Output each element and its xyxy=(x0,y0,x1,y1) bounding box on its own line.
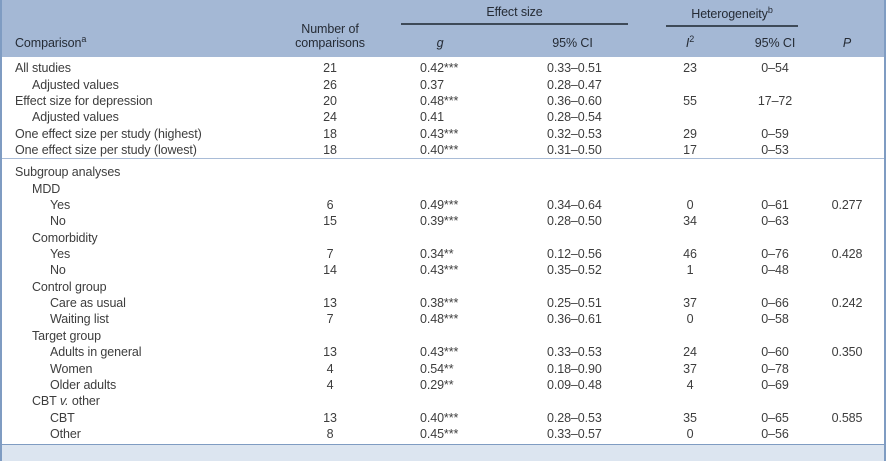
table-row xyxy=(2,262,884,278)
p-cell xyxy=(810,109,884,125)
g-cell xyxy=(375,230,505,246)
ci-cell xyxy=(505,328,640,344)
g-cell: 0.54** xyxy=(420,361,454,376)
comparison-cell: Subgroup analyses xyxy=(2,159,285,181)
footer-strip xyxy=(2,444,884,461)
comparison-column-header xyxy=(2,0,285,57)
i2-cell: 0 xyxy=(686,426,694,441)
comparison-cell: One effect size per study (highest) xyxy=(15,126,202,141)
p-column-header: P xyxy=(810,0,884,57)
p-cell xyxy=(810,159,884,181)
ci-cell: 0.36–0.61 xyxy=(547,312,602,327)
comparison-cell: No xyxy=(50,263,66,278)
table-row xyxy=(2,311,884,327)
g-cell: 0.40*** xyxy=(420,143,459,158)
p-cell: 0.350 xyxy=(831,345,863,360)
number-of-comparisons-column-header: Number of comparisons xyxy=(285,0,375,57)
g-cell xyxy=(375,159,505,181)
effect-size-group-header: Effect size xyxy=(375,0,640,27)
table-row xyxy=(2,246,884,262)
p-cell xyxy=(810,377,884,393)
ci2-cell: 0–56 xyxy=(761,426,789,441)
comparison-cell: Yes xyxy=(50,247,71,262)
i2-cell: 55 xyxy=(683,94,697,109)
table-row xyxy=(2,197,884,213)
comparison-cell: One effect size per study (lowest) xyxy=(15,143,197,158)
table-row xyxy=(2,213,884,229)
ci2-cell: 0–54 xyxy=(761,61,789,76)
n-cell: 4 xyxy=(326,377,334,392)
n-cell xyxy=(285,393,375,409)
p-cell xyxy=(810,426,884,442)
table-row xyxy=(2,344,884,360)
i2-cell: 37 xyxy=(683,361,697,376)
i2-cell: 4 xyxy=(686,377,694,392)
g-cell: 0.29** xyxy=(420,377,454,392)
table-row xyxy=(2,126,884,142)
ci-cell: 0.28–0.50 xyxy=(547,214,602,229)
ci-cell: 0.33–0.53 xyxy=(547,345,602,360)
table-row xyxy=(2,377,884,393)
comparison-cell: All studies xyxy=(15,61,71,76)
i2-cell: 34 xyxy=(683,214,697,229)
ci2-cell xyxy=(740,393,810,409)
p-cell xyxy=(810,328,884,344)
comparison-cell: Control group xyxy=(32,279,107,294)
comparison-cell: CBT v. other xyxy=(32,394,100,409)
n-cell: 14 xyxy=(323,263,337,278)
i2-cell: 35 xyxy=(683,410,697,425)
g-cell: 0.45*** xyxy=(420,426,459,441)
ci2-cell: 0–69 xyxy=(761,377,789,392)
i2-cell xyxy=(640,181,740,197)
heterogeneity-group-header: Heterogeneity$^b$ xyxy=(640,0,810,27)
ci2-cell: 0–65 xyxy=(761,410,789,425)
comparison-cell: Effect size for depression xyxy=(15,94,153,109)
p-cell: 0.277 xyxy=(831,198,863,213)
ci2-cell: 0–59 xyxy=(761,126,789,141)
ci-cell: 0.28–0.47 xyxy=(547,77,602,92)
p-cell xyxy=(810,142,884,159)
i2-cell: 23 xyxy=(683,61,697,76)
n-cell: 15 xyxy=(323,214,337,229)
comparison-cell: Adjusted values xyxy=(32,110,119,125)
comparison-cell: No xyxy=(50,214,66,229)
comparison-cell: Target group xyxy=(32,328,101,343)
comparison-footnote-marker: a xyxy=(81,34,87,44)
ci2-cell: 0–76 xyxy=(761,247,789,262)
p-cell xyxy=(810,279,884,295)
ci-cell xyxy=(505,393,640,409)
ci2-cell: 0–48 xyxy=(761,263,789,278)
table-row xyxy=(2,295,884,311)
p-cell xyxy=(810,360,884,376)
comparison-header-label: Comparison xyxy=(15,36,82,51)
ci-cell xyxy=(505,181,640,197)
ci2-cell xyxy=(740,328,810,344)
p-cell xyxy=(810,93,884,109)
table-row xyxy=(2,360,884,376)
effect-size-ci-column-header: 95% CI xyxy=(505,27,640,57)
n-cell: 24 xyxy=(323,110,337,125)
ci2-cell: 0–60 xyxy=(761,345,789,360)
ci2-cell xyxy=(740,279,810,295)
n-cell: 4 xyxy=(326,361,334,376)
g-column-header: g xyxy=(375,27,505,57)
comparison-cell: Adjusted values xyxy=(32,77,119,92)
ci-cell: 0.28–0.53 xyxy=(547,410,602,425)
table-row xyxy=(2,426,884,442)
n-cell xyxy=(285,230,375,246)
p-cell xyxy=(810,393,884,409)
g-cell: 0.43*** xyxy=(420,126,459,141)
g-cell: 0.43*** xyxy=(420,263,459,278)
ci-cell: 0.36–0.60 xyxy=(547,94,602,109)
p-cell: 0.428 xyxy=(831,247,863,262)
g-cell: 0.48*** xyxy=(420,94,459,109)
table-row xyxy=(2,409,884,425)
ci-cell: 0.33–0.57 xyxy=(547,426,602,441)
ci-cell: 0.28–0.54 xyxy=(547,110,602,125)
n-cell: 21 xyxy=(323,61,337,76)
n-cell: 18 xyxy=(323,143,337,158)
table-row xyxy=(2,181,884,197)
ci2-cell xyxy=(740,230,810,246)
ci2-cell xyxy=(740,159,810,181)
ci-cell xyxy=(505,159,640,181)
i2-cell: 0 xyxy=(686,198,694,213)
n-cell: 20 xyxy=(323,94,337,109)
comparison-cell: Comorbidity xyxy=(32,230,98,245)
i2-cell: 24 xyxy=(683,345,697,360)
heterogeneity-ci-column-header: 95% CI xyxy=(740,27,810,57)
n-cell xyxy=(285,328,375,344)
i2-cell xyxy=(640,328,740,344)
p-cell: 0.242 xyxy=(831,296,863,311)
n-cell: 18 xyxy=(323,126,337,141)
ci2-cell: 0–61 xyxy=(761,198,789,213)
ci2-cell xyxy=(740,77,810,93)
comparison-cell: Women xyxy=(50,361,93,376)
i2-cell xyxy=(640,230,740,246)
ci2-cell: 0–66 xyxy=(761,296,789,311)
n-cell: 7 xyxy=(326,247,334,262)
p-cell xyxy=(810,181,884,197)
p-cell: 0.585 xyxy=(831,410,863,425)
ci-cell: 0.25–0.51 xyxy=(547,296,602,311)
g-cell xyxy=(375,181,505,197)
g-cell xyxy=(375,279,505,295)
comparison-cell: Adults in general xyxy=(50,345,142,360)
g-cell: 0.49*** xyxy=(420,198,459,213)
table-header xyxy=(2,0,884,57)
ci-cell xyxy=(505,279,640,295)
ci-cell: 0.33–0.51 xyxy=(547,61,602,76)
ci2-cell: 0–63 xyxy=(761,214,789,229)
comparison-cell: Waiting list xyxy=(50,312,109,327)
table-row xyxy=(2,93,884,109)
n-cell: 13 xyxy=(323,410,337,425)
g-cell: 0.34** xyxy=(420,247,454,262)
ci2-cell xyxy=(740,109,810,125)
ci-cell xyxy=(505,230,640,246)
comparison-cell: Other xyxy=(50,426,81,441)
ci2-cell: 0–58 xyxy=(761,312,789,327)
g-cell: 0.42*** xyxy=(420,61,459,76)
table-row xyxy=(2,142,884,159)
p-cell xyxy=(810,126,884,142)
ci2-cell: 0–78 xyxy=(761,361,789,376)
ci2-cell: 0–53 xyxy=(761,143,789,158)
p-cell xyxy=(810,213,884,229)
p-cell xyxy=(810,262,884,278)
g-cell: 0.43*** xyxy=(420,345,459,360)
table-body xyxy=(2,57,884,442)
meta-analysis-results-table xyxy=(2,0,884,442)
table-row xyxy=(2,393,884,409)
table-row xyxy=(2,279,884,295)
comparison-cell: Older adults xyxy=(50,377,117,392)
g-cell: 0.38*** xyxy=(420,296,459,311)
table-row xyxy=(2,109,884,125)
ci-cell: 0.34–0.64 xyxy=(547,198,602,213)
ci-cell: 0.12–0.56 xyxy=(547,247,602,262)
n-cell: 8 xyxy=(326,426,334,441)
ci-cell: 0.18–0.90 xyxy=(547,361,602,376)
p-cell xyxy=(810,57,884,76)
ci-cell: 0.31–0.50 xyxy=(547,143,602,158)
g-cell: 0.41 xyxy=(420,110,444,125)
table-row xyxy=(2,328,884,344)
p-cell xyxy=(810,311,884,327)
comparison-cell: Care as usual xyxy=(50,296,126,311)
n-cell: 26 xyxy=(323,77,337,92)
g-cell: 0.37 xyxy=(420,77,444,92)
table-row xyxy=(2,77,884,93)
table-row xyxy=(2,230,884,246)
n-cell: 13 xyxy=(323,296,337,311)
n-cell xyxy=(285,159,375,181)
n-cell xyxy=(285,181,375,197)
g-cell xyxy=(375,393,505,409)
heterogeneity-footnote-marker: b xyxy=(767,5,773,15)
g-cell: 0.39*** xyxy=(420,214,459,229)
table-row xyxy=(2,159,884,181)
g-cell: 0.40*** xyxy=(420,410,459,425)
p-cell xyxy=(810,230,884,246)
i2-cell: 37 xyxy=(683,296,697,311)
ci2-cell xyxy=(740,181,810,197)
i2-cell xyxy=(640,279,740,295)
n-cell: 7 xyxy=(326,312,334,327)
g-cell xyxy=(375,328,505,344)
ci-cell: 0.35–0.52 xyxy=(547,263,602,278)
i2-cell: 17 xyxy=(683,143,697,158)
p-cell xyxy=(810,77,884,93)
i2-column-header: $I^2$ xyxy=(640,27,740,57)
comparison-cell: MDD xyxy=(32,181,61,196)
comparison-cell: CBT xyxy=(50,410,75,425)
n-cell: 13 xyxy=(323,345,337,360)
i2-cell xyxy=(640,393,740,409)
comparison-cell: Yes xyxy=(50,198,71,213)
n-cell xyxy=(285,279,375,295)
i2-cell: 29 xyxy=(683,126,697,141)
i2-cell xyxy=(640,109,740,125)
i2-cell xyxy=(640,159,740,181)
g-cell: 0.48*** xyxy=(420,312,459,327)
table-row xyxy=(2,57,884,76)
ci-cell: 0.32–0.53 xyxy=(547,126,602,141)
i2-cell xyxy=(640,77,740,93)
i2-cell: 46 xyxy=(683,247,697,262)
i2-cell: 1 xyxy=(686,263,694,278)
ci2-cell: 17–72 xyxy=(757,94,793,109)
n-cell: 6 xyxy=(326,198,334,213)
i2-cell: 0 xyxy=(686,312,694,327)
ci-cell: 0.09–0.48 xyxy=(547,377,602,392)
